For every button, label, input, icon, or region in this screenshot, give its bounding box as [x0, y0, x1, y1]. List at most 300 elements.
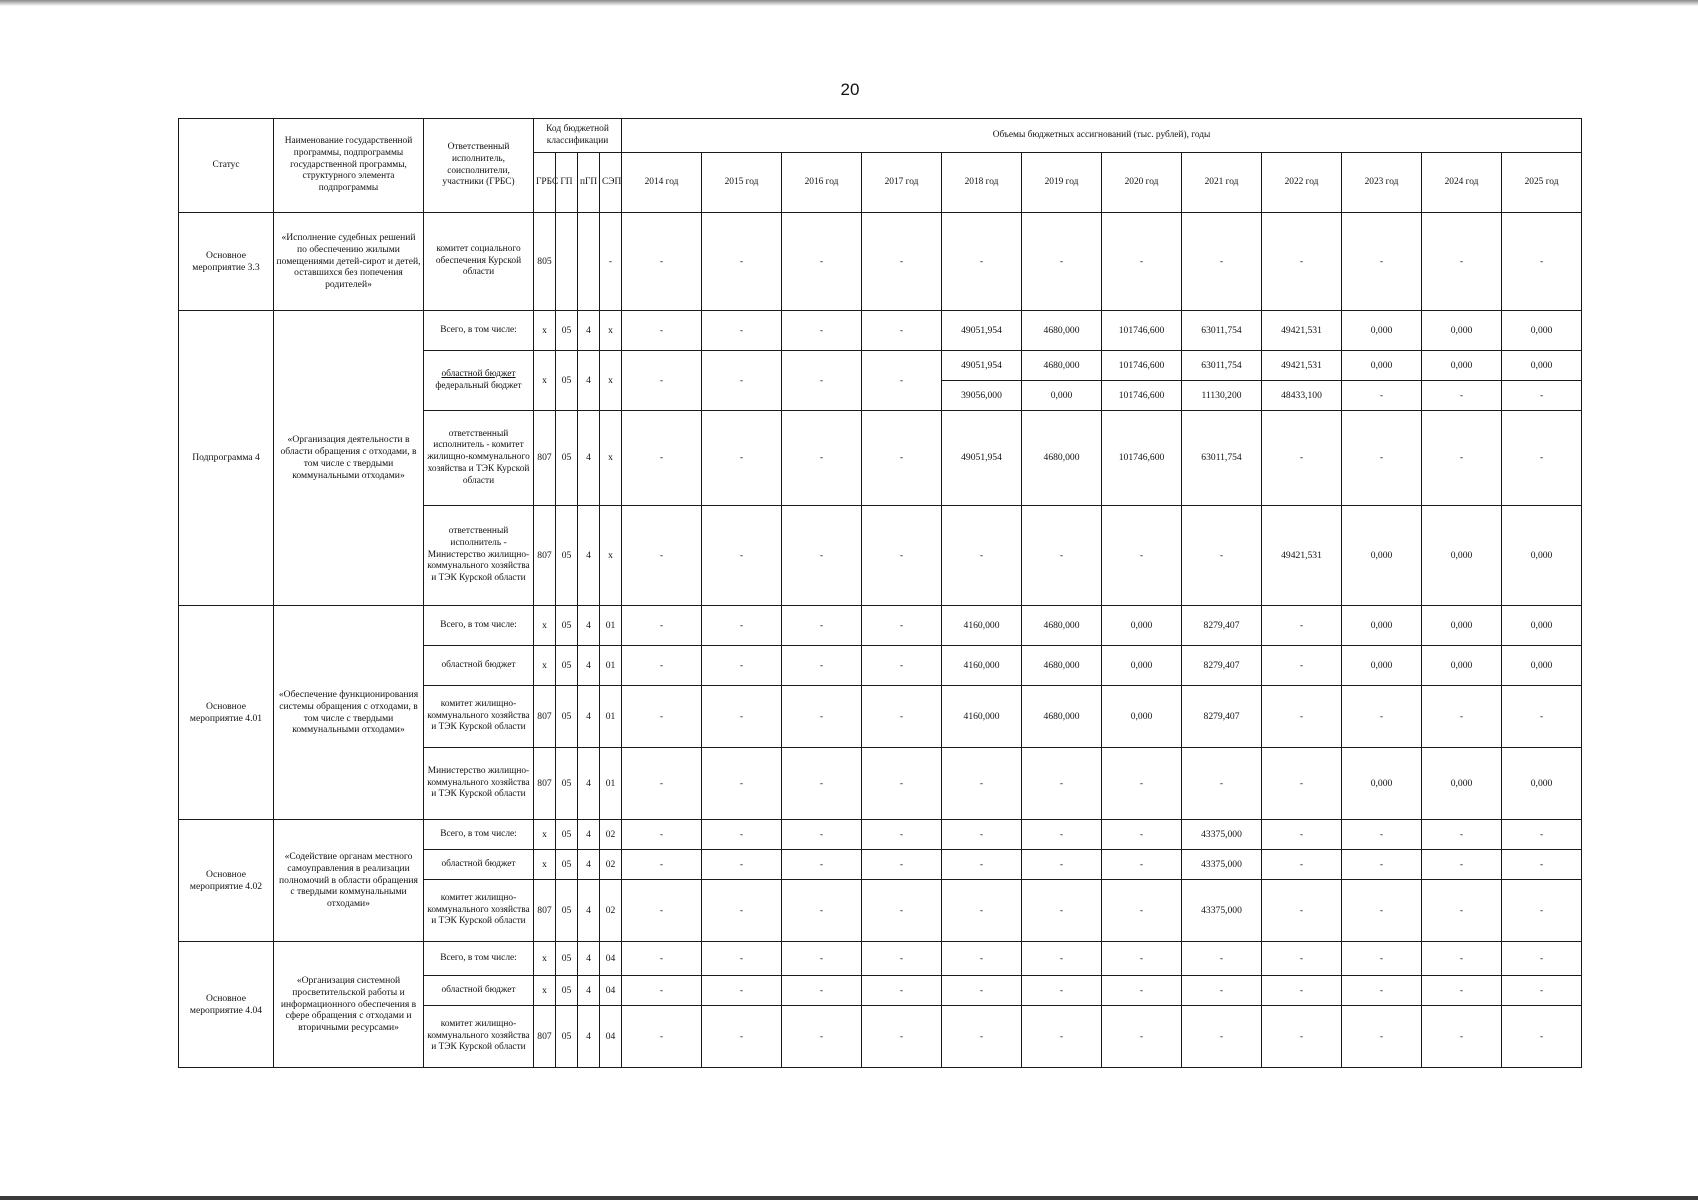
code-grbs-cell: х	[534, 311, 556, 351]
code-sep-cell: 01	[600, 646, 622, 686]
year-value-cell: -	[1022, 506, 1102, 606]
year-value-cell: 0,000	[1502, 506, 1582, 606]
header-year: 2024 год	[1422, 153, 1502, 213]
year-value-cell: 0,000	[1502, 351, 1582, 381]
year-value-cell: -	[862, 976, 942, 1006]
year-value-cell: -	[1502, 850, 1582, 880]
year-value-cell: 0,000	[1102, 646, 1182, 686]
year-value-cell: -	[782, 646, 862, 686]
year-value-cell: -	[1342, 381, 1422, 411]
code-grbs-cell: х	[534, 646, 556, 686]
year-value-cell: -	[1422, 1006, 1502, 1068]
year-value-cell: -	[1182, 942, 1262, 976]
responsible-cell: Всего, в том числе:	[424, 606, 534, 646]
year-value-cell: 0,000	[1502, 311, 1582, 351]
year-value-cell: -	[622, 1006, 702, 1068]
table-row	[179, 213, 1582, 311]
year-value-cell: -	[1262, 606, 1342, 646]
year-value-cell: -	[782, 351, 862, 411]
year-value-cell: -	[1022, 1006, 1102, 1068]
year-value-cell: -	[1262, 1006, 1342, 1068]
responsible-cell: Всего, в том числе:	[424, 311, 534, 351]
code-grbs-cell: х	[534, 850, 556, 880]
responsible-cell: Всего, в том числе:	[424, 820, 534, 850]
year-value-cell: -	[1502, 820, 1582, 850]
year-value-cell: 0,000	[1422, 606, 1502, 646]
year-value-cell: 0,000	[1502, 646, 1582, 686]
year-value-cell: -	[862, 748, 942, 820]
code-sep-cell: х	[600, 411, 622, 506]
code-pgp-cell: 4	[578, 880, 600, 942]
header-year: 2021 год	[1182, 153, 1262, 213]
year-value-cell: -	[1342, 686, 1422, 748]
year-value-cell: -	[1342, 1006, 1422, 1068]
responsible-cell: комитет жилищно-коммунального хозяйства и ТЭК Курской области	[424, 880, 534, 942]
year-value-cell: -	[622, 506, 702, 606]
code-gp-cell: 05	[556, 411, 578, 506]
year-value-cell: -	[782, 850, 862, 880]
year-value-cell: -	[1022, 748, 1102, 820]
year-value-cell: -	[782, 1006, 862, 1068]
year-value-cell: -	[1262, 942, 1342, 976]
code-gp-cell: 05	[556, 686, 578, 748]
year-value-cell: -	[1342, 942, 1422, 976]
year-value-cell: 43375,000	[1182, 850, 1262, 880]
year-value-cell: -	[702, 1006, 782, 1068]
header-status: Статус	[179, 119, 274, 213]
code-grbs-cell: 807	[534, 880, 556, 942]
year-value-cell: -	[622, 686, 702, 748]
code-pgp-cell: 4	[578, 850, 600, 880]
year-value-cell: -	[1342, 850, 1422, 880]
year-value-cell: 49421,531	[1262, 351, 1342, 381]
year-value-cell: -	[942, 820, 1022, 850]
year-value-cell: -	[622, 411, 702, 506]
year-value-cell: 0,000	[1422, 748, 1502, 820]
year-value-cell: 49051,954	[942, 311, 1022, 351]
code-pgp-cell: 4	[578, 976, 600, 1006]
header-year: 2014 год	[622, 153, 702, 213]
table-header	[179, 119, 1582, 213]
year-value-cell: -	[622, 850, 702, 880]
table-row	[179, 311, 1582, 351]
code-grbs-cell: х	[534, 606, 556, 646]
year-value-cell: -	[1422, 411, 1502, 506]
header-responsible: Ответственный исполнитель, соисполнители, участники (ГРБС)	[424, 119, 534, 213]
responsible-cell: комитет социального обеспечения Курской области	[424, 213, 534, 311]
year-value-cell: -	[1502, 213, 1582, 311]
header-year: 2017 год	[862, 153, 942, 213]
year-value-cell: -	[702, 976, 782, 1006]
year-value-cell: 4680,000	[1022, 311, 1102, 351]
year-value-cell: -	[622, 351, 702, 411]
year-value-cell: 0,000	[1022, 381, 1102, 411]
year-value-cell: -	[1262, 976, 1342, 1006]
year-value-cell: 101746,600	[1102, 311, 1182, 351]
year-value-cell: -	[942, 850, 1022, 880]
year-value-cell: 4680,000	[1022, 606, 1102, 646]
year-value-cell: 4680,000	[1022, 646, 1102, 686]
year-value-cell: -	[1102, 820, 1182, 850]
year-value-cell: 0,000	[1342, 606, 1422, 646]
year-value-cell: -	[942, 976, 1022, 1006]
code-sep-cell: 04	[600, 976, 622, 1006]
year-value-cell: -	[1342, 213, 1422, 311]
code-grbs-cell: 805	[534, 213, 556, 311]
year-value-cell: 101746,600	[1102, 411, 1182, 506]
year-value-cell: -	[702, 880, 782, 942]
year-value-cell: 63011,754	[1182, 351, 1262, 381]
year-value-cell: -	[1262, 646, 1342, 686]
federal-budget-label: федеральный бюджет	[435, 380, 522, 391]
program-name-cell: «Обеспечение функционирования системы обращения с отходами, в том числе с твердыми коммунальными отходами»	[274, 606, 424, 820]
year-value-cell: -	[862, 606, 942, 646]
year-value-cell: -	[862, 213, 942, 311]
year-value-cell: -	[1102, 942, 1182, 976]
year-value-cell: -	[862, 646, 942, 686]
year-value-cell: 49051,954	[942, 411, 1022, 506]
year-value-cell: 48433,100	[1262, 381, 1342, 411]
year-value-cell: -	[622, 606, 702, 646]
year-value-cell: -	[1422, 976, 1502, 1006]
code-pgp-cell	[578, 213, 600, 311]
code-pgp-cell: 4	[578, 646, 600, 686]
year-value-cell: -	[702, 213, 782, 311]
year-value-cell: 4680,000	[1022, 351, 1102, 381]
year-value-cell: -	[862, 820, 942, 850]
year-value-cell: -	[1422, 381, 1502, 411]
year-value-cell: -	[1022, 820, 1102, 850]
year-value-cell: -	[862, 311, 942, 351]
code-grbs-cell: х	[534, 942, 556, 976]
code-sep-cell: 01	[600, 748, 622, 820]
year-value-cell: -	[1182, 1006, 1262, 1068]
year-value-cell: -	[1422, 942, 1502, 976]
year-value-cell: -	[1182, 213, 1262, 311]
year-value-cell: 8279,407	[1182, 646, 1262, 686]
year-value-cell: -	[622, 976, 702, 1006]
table-body	[179, 213, 1582, 1068]
header-code-gp: ГП	[556, 153, 578, 213]
year-value-cell: 49421,531	[1262, 506, 1342, 606]
code-pgp-cell: 4	[578, 942, 600, 976]
year-value-cell: -	[1422, 880, 1502, 942]
year-value-cell: -	[1102, 213, 1182, 311]
year-value-cell: 0,000	[1342, 646, 1422, 686]
responsible-cell: Министерство жилищно-коммунального хозяйства и ТЭК Курской области	[424, 748, 534, 820]
year-value-cell: -	[702, 606, 782, 646]
year-value-cell: -	[622, 820, 702, 850]
year-value-cell: -	[1102, 748, 1182, 820]
year-value-cell: 8279,407	[1182, 686, 1262, 748]
code-grbs-cell: 807	[534, 411, 556, 506]
program-name-cell: «Организация деятельности в области обращения с отходами, в том числе с твердыми коммунальными отходами»	[274, 311, 424, 606]
code-grbs-cell: 807	[534, 748, 556, 820]
year-value-cell: -	[1502, 381, 1582, 411]
header-code-grbs: ГРБС	[534, 153, 556, 213]
year-value-cell: -	[1262, 411, 1342, 506]
year-value-cell: -	[1422, 213, 1502, 311]
responsible-cell: комитет жилищно-коммунального хозяйства и ТЭК Курской области	[424, 1006, 534, 1068]
page-number: 20	[840, 80, 860, 99]
year-value-cell: -	[1502, 942, 1582, 976]
responsible-cell: областной бюджет	[424, 976, 534, 1006]
year-value-cell: 0,000	[1502, 606, 1582, 646]
year-value-cell: -	[1502, 976, 1582, 1006]
code-sep-cell: х	[600, 311, 622, 351]
scan-edge-bottom	[0, 1196, 1698, 1200]
header-year: 2015 год	[702, 153, 782, 213]
responsible-cell: комитет жилищно-коммунального хозяйства и ТЭК Курской области	[424, 686, 534, 748]
responsible-cell: ответственный исполнитель - комитет жилищно-коммунального хозяйства и ТЭК Курской области	[424, 411, 534, 506]
year-value-cell: -	[1422, 820, 1502, 850]
year-value-cell: 63011,754	[1182, 311, 1262, 351]
year-value-cell: 101746,600	[1102, 381, 1182, 411]
code-grbs-cell: х	[534, 976, 556, 1006]
year-value-cell: -	[862, 411, 942, 506]
year-value-cell: 0,000	[1422, 351, 1502, 381]
year-value-cell: 49421,531	[1262, 311, 1342, 351]
year-value-cell: -	[702, 850, 782, 880]
scan-edge-top	[0, 0, 1698, 6]
year-value-cell: -	[782, 411, 862, 506]
year-value-cell: -	[862, 880, 942, 942]
year-value-cell: 0,000	[1422, 311, 1502, 351]
code-sep-cell: х	[600, 506, 622, 606]
year-value-cell: -	[702, 942, 782, 976]
year-value-cell: 0,000	[1502, 748, 1582, 820]
header-year: 2016 год	[782, 153, 862, 213]
budget-table	[178, 118, 1582, 1068]
year-value-cell: -	[1502, 1006, 1582, 1068]
year-value-cell: -	[622, 311, 702, 351]
header-volumes: Объемы бюджетных ассигнований (тыс. рублей), годы	[622, 119, 1582, 153]
year-value-cell: -	[942, 1006, 1022, 1068]
year-value-cell: 43375,000	[1182, 820, 1262, 850]
year-value-cell: -	[1022, 213, 1102, 311]
code-gp-cell: 05	[556, 880, 578, 942]
program-name-cell: «Исполнение судебных решений по обеспечению жилыми помещениями детей-сирот и детей, оставшихся без попечения родителей»	[274, 213, 424, 311]
year-value-cell: -	[702, 311, 782, 351]
code-grbs-cell: х	[534, 351, 556, 411]
year-value-cell: -	[1342, 976, 1422, 1006]
year-value-cell: -	[622, 942, 702, 976]
year-value-cell: -	[622, 880, 702, 942]
year-value-cell: -	[1342, 411, 1422, 506]
year-value-cell: 63011,754	[1182, 411, 1262, 506]
code-grbs-cell: 807	[534, 506, 556, 606]
year-value-cell: -	[1182, 506, 1262, 606]
code-sep-cell: 01	[600, 606, 622, 646]
year-value-cell: -	[942, 880, 1022, 942]
code-grbs-cell: х	[534, 820, 556, 850]
code-gp-cell	[556, 213, 578, 311]
year-value-cell: -	[622, 646, 702, 686]
year-value-cell: -	[862, 506, 942, 606]
year-value-cell: -	[1262, 748, 1342, 820]
year-value-cell: -	[862, 850, 942, 880]
program-name-cell: «Организация системной просветительской работы и информационного обеспечения в сфере обращения с отходами и вторичными ресурсами»	[274, 942, 424, 1068]
year-value-cell: -	[1022, 942, 1102, 976]
year-value-cell: 8279,407	[1182, 606, 1262, 646]
status-cell: Основное мероприятие 4.02	[179, 820, 274, 942]
year-value-cell: -	[782, 606, 862, 646]
header-year: 2025 год	[1502, 153, 1582, 213]
year-value-cell: -	[1102, 1006, 1182, 1068]
code-sep-cell: 04	[600, 1006, 622, 1068]
year-value-cell: 4160,000	[942, 606, 1022, 646]
code-pgp-cell: 4	[578, 606, 600, 646]
year-value-cell: -	[1502, 686, 1582, 748]
year-value-cell: -	[1502, 880, 1582, 942]
year-value-cell: -	[862, 351, 942, 411]
code-sep-cell: 02	[600, 850, 622, 880]
year-value-cell: -	[1262, 880, 1342, 942]
year-value-cell: -	[702, 748, 782, 820]
year-value-cell: -	[702, 686, 782, 748]
header-year: 2020 год	[1102, 153, 1182, 213]
year-value-cell: -	[1422, 850, 1502, 880]
year-value-cell: -	[942, 506, 1022, 606]
code-sep-cell: 04	[600, 942, 622, 976]
year-value-cell: 0,000	[1422, 506, 1502, 606]
code-pgp-cell: 4	[578, 686, 600, 748]
code-gp-cell: 05	[556, 850, 578, 880]
year-value-cell: 4160,000	[942, 686, 1022, 748]
table-row	[179, 820, 1582, 850]
regional-budget-label: областной бюджет	[441, 368, 516, 379]
year-value-cell: -	[1262, 820, 1342, 850]
year-value-cell: -	[862, 1006, 942, 1068]
year-value-cell: -	[942, 942, 1022, 976]
header-year: 2022 год	[1262, 153, 1342, 213]
header-budget-code: Код бюджетной классификации	[534, 119, 622, 153]
year-value-cell: -	[1022, 976, 1102, 1006]
year-value-cell: -	[702, 646, 782, 686]
responsible-cell: областной бюджет	[424, 646, 534, 686]
year-value-cell: -	[622, 213, 702, 311]
year-value-cell: -	[1262, 213, 1342, 311]
year-value-cell: -	[782, 213, 862, 311]
code-pgp-cell: 4	[578, 1006, 600, 1068]
year-value-cell: -	[1182, 976, 1262, 1006]
year-value-cell: 0,000	[1342, 506, 1422, 606]
year-value-cell: -	[1342, 880, 1422, 942]
status-cell: Основное мероприятие 4.01	[179, 606, 274, 820]
code-pgp-cell: 4	[578, 748, 600, 820]
code-pgp-cell: 4	[578, 506, 600, 606]
year-value-cell: 39056,000	[942, 381, 1022, 411]
code-gp-cell: 05	[556, 1006, 578, 1068]
header-year: 2018 год	[942, 153, 1022, 213]
year-value-cell: 0,000	[1342, 351, 1422, 381]
year-value-cell: -	[782, 820, 862, 850]
year-value-cell: -	[1102, 850, 1182, 880]
year-value-cell: 49051,954	[942, 351, 1022, 381]
code-sep-cell: х	[600, 351, 622, 411]
header-code-pgp: пГП	[578, 153, 600, 213]
table-row	[179, 606, 1582, 646]
year-value-cell: 0,000	[1102, 606, 1182, 646]
status-cell: Основное мероприятие 4.04	[179, 942, 274, 1068]
year-value-cell: -	[1342, 820, 1422, 850]
year-value-cell: -	[702, 506, 782, 606]
code-pgp-cell: 4	[578, 411, 600, 506]
code-gp-cell: 05	[556, 942, 578, 976]
year-value-cell: -	[702, 411, 782, 506]
year-value-cell: 43375,000	[1182, 880, 1262, 942]
code-grbs-cell: 807	[534, 686, 556, 748]
year-value-cell: -	[862, 686, 942, 748]
code-sep-cell: 01	[600, 686, 622, 748]
year-value-cell: -	[702, 820, 782, 850]
year-value-cell: -	[782, 311, 862, 351]
year-value-cell: -	[1422, 686, 1502, 748]
year-value-cell: -	[942, 748, 1022, 820]
code-pgp-cell: 4	[578, 820, 600, 850]
year-value-cell: 0,000	[1342, 748, 1422, 820]
year-value-cell: -	[1502, 411, 1582, 506]
year-value-cell: -	[1182, 748, 1262, 820]
code-pgp-cell: 4	[578, 311, 600, 351]
responsible-cell: Всего, в том числе:	[424, 942, 534, 976]
year-value-cell: -	[1102, 880, 1182, 942]
code-gp-cell: 05	[556, 351, 578, 411]
year-value-cell: -	[1102, 976, 1182, 1006]
year-value-cell: 101746,600	[1102, 351, 1182, 381]
year-value-cell: -	[782, 880, 862, 942]
code-gp-cell: 05	[556, 606, 578, 646]
year-value-cell: -	[1022, 880, 1102, 942]
code-sep-cell: 02	[600, 880, 622, 942]
responsible-cell: областной бюджет	[424, 850, 534, 880]
year-value-cell: -	[782, 506, 862, 606]
year-value-cell: -	[1262, 850, 1342, 880]
header-name: Наименование государственной программы, подпрограммы государственной программы, структурного элемента подпрограммы	[274, 119, 424, 213]
status-cell: Основное мероприятие 3.3	[179, 213, 274, 311]
year-value-cell: 11130,200	[1182, 381, 1262, 411]
year-value-cell: -	[702, 351, 782, 411]
code-gp-cell: 05	[556, 506, 578, 606]
year-value-cell: -	[782, 686, 862, 748]
code-gp-cell: 05	[556, 311, 578, 351]
responsible-cell: ответственный исполнитель - Министерство жилищно-коммунального хозяйства и ТЭК Курской области	[424, 506, 534, 606]
header-code-sep: СЭП	[600, 153, 622, 213]
code-sep-cell: 02	[600, 820, 622, 850]
code-gp-cell: 05	[556, 820, 578, 850]
header-year: 2019 год	[1022, 153, 1102, 213]
year-value-cell: -	[782, 748, 862, 820]
header-year: 2023 год	[1342, 153, 1422, 213]
year-value-cell: -	[942, 213, 1022, 311]
table-row	[179, 942, 1582, 976]
year-value-cell: 0,000	[1102, 686, 1182, 748]
code-gp-cell: 05	[556, 748, 578, 820]
year-value-cell: 4680,000	[1022, 686, 1102, 748]
code-sep-cell: -	[600, 213, 622, 311]
year-value-cell: -	[1262, 686, 1342, 748]
code-gp-cell: 05	[556, 646, 578, 686]
year-value-cell: -	[622, 748, 702, 820]
code-grbs-cell: 807	[534, 1006, 556, 1068]
year-value-cell: -	[782, 976, 862, 1006]
year-value-cell: 0,000	[1342, 311, 1422, 351]
year-value-cell: 4680,000	[1022, 411, 1102, 506]
code-gp-cell: 05	[556, 976, 578, 1006]
year-value-cell: -	[1022, 850, 1102, 880]
status-cell: Подпрограмма 4	[179, 311, 274, 606]
year-value-cell: 0,000	[1422, 646, 1502, 686]
